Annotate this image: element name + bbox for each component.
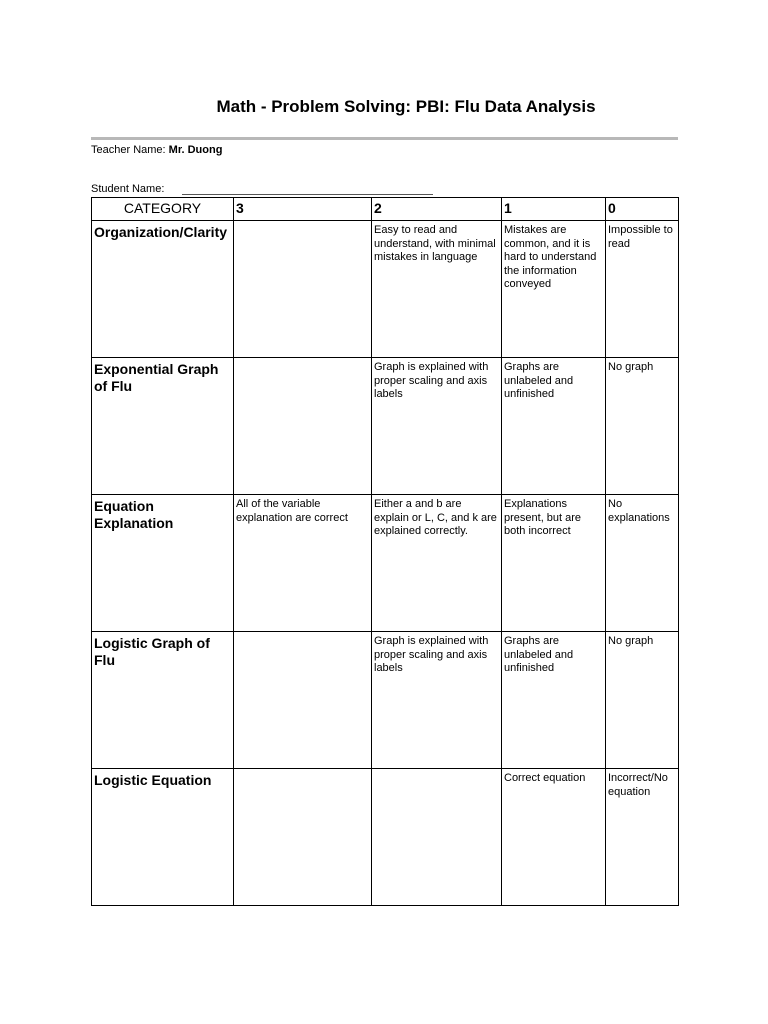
header-category: CATEGORY — [92, 198, 234, 221]
teacher-name-line — [91, 144, 222, 156]
table-cell — [234, 358, 372, 495]
table-cell: Either a and b are explain or L, C, and k are explained correctly. — [372, 495, 502, 632]
rubric-table — [91, 197, 679, 906]
table-cell: Explanations present, but are both incorrect — [502, 495, 606, 632]
student-name-line — [91, 183, 164, 195]
teacher-name-label: Teacher Name: — [91, 144, 166, 156]
table-cell — [372, 769, 502, 906]
table-cell — [234, 769, 372, 906]
teacher-name-value: Mr. Duong — [168, 144, 223, 156]
table-cell: Correct equation — [502, 769, 606, 906]
table-row — [92, 358, 679, 495]
student-name-label: Student Name: — [91, 183, 165, 195]
table-cell: No explanations — [606, 495, 679, 632]
table-row — [92, 632, 679, 769]
table-cell: Mistakes are common, and it is hard to understand the information conveyed — [502, 221, 606, 358]
row-category: Exponential Graph of Flu — [92, 358, 234, 495]
table-cell: Incorrect/No equation — [606, 769, 679, 906]
rubric-header-row — [92, 198, 679, 221]
row-category: Logistic Graph of Flu — [92, 632, 234, 769]
header-score-2: 2 — [372, 198, 502, 221]
table-cell: Graph is explained with proper scaling and axis labels — [372, 358, 502, 495]
header-score-3: 3 — [234, 198, 372, 221]
table-row — [92, 495, 679, 632]
table-cell: Impossible to read — [606, 221, 679, 358]
header-divider — [91, 137, 678, 140]
table-cell: No graph — [606, 358, 679, 495]
table-cell — [234, 221, 372, 358]
table-row — [92, 769, 679, 906]
table-row — [92, 221, 679, 358]
page-title: Math - Problem Solving: PBI: Flu Data Analysis — [216, 97, 596, 116]
row-category: Organization/Clarity — [92, 221, 234, 358]
table-cell: Graphs are unlabeled and unfinished — [502, 358, 606, 495]
row-category: Logistic Equation — [92, 769, 234, 906]
header-score-0: 0 — [606, 198, 679, 221]
table-cell: Graphs are unlabeled and unfinished — [502, 632, 606, 769]
table-cell: Graph is explained with proper scaling and axis labels — [372, 632, 502, 769]
student-name-blank — [182, 194, 433, 195]
header-score-1: 1 — [502, 198, 606, 221]
table-cell: Easy to read and understand, with minimal mistakes in language — [372, 221, 502, 358]
table-cell: All of the variable explanation are correct — [234, 495, 372, 632]
table-cell: No graph — [606, 632, 679, 769]
row-category: Equation Explanation — [92, 495, 234, 632]
table-cell — [234, 632, 372, 769]
